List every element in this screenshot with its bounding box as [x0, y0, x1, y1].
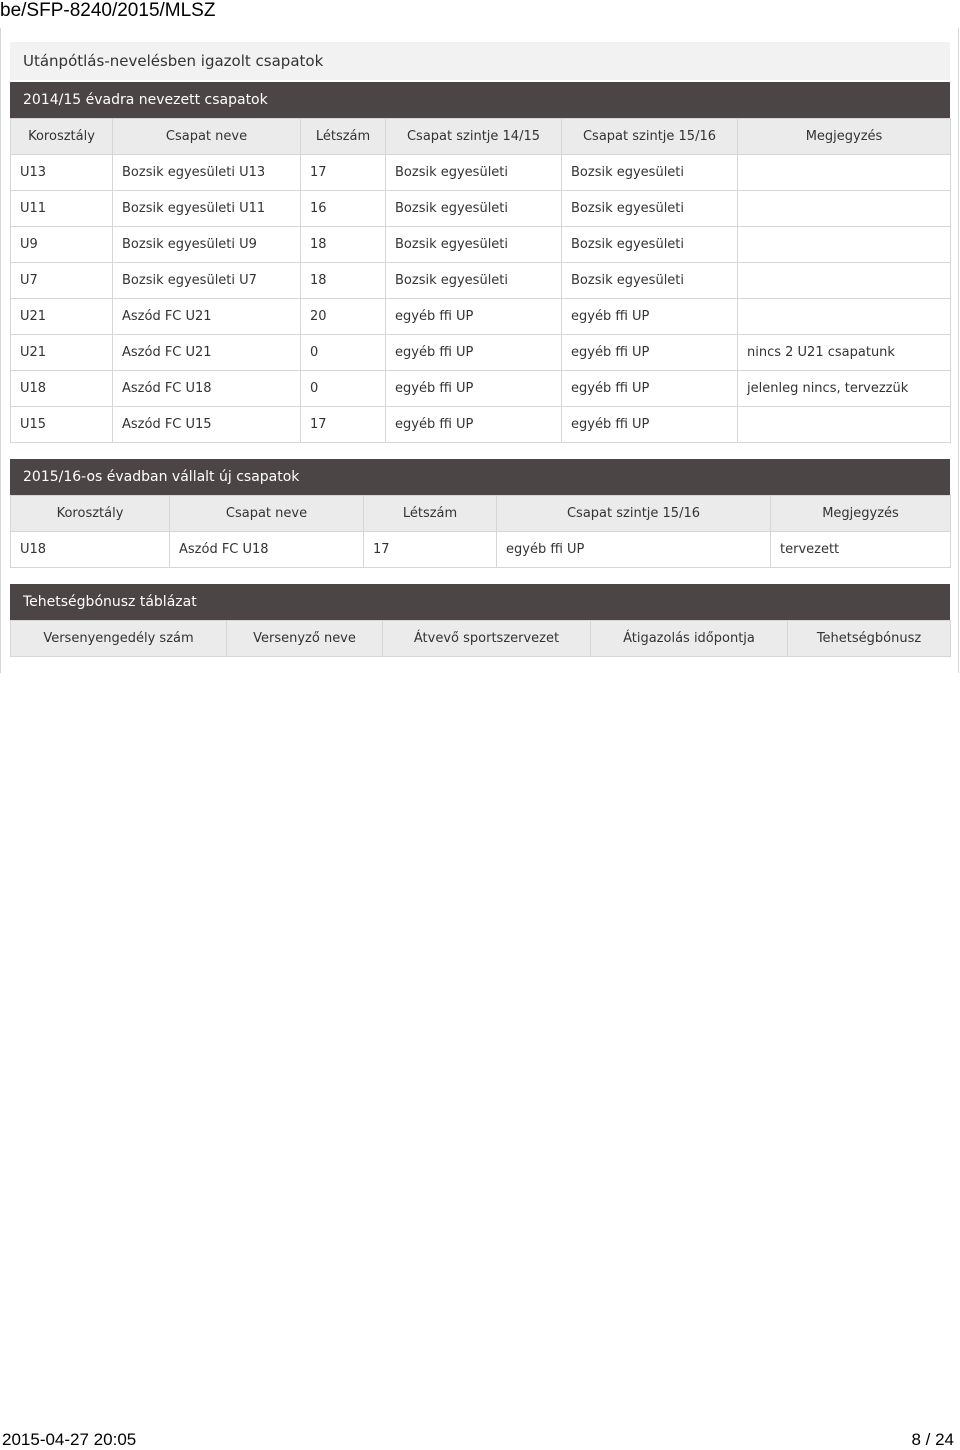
- table-row: [11, 299, 951, 335]
- table-cell: U18: [11, 532, 170, 568]
- table-row: [11, 371, 951, 407]
- footer-page-number: 8 / 24: [911, 1430, 954, 1449]
- table-cell: 0: [301, 335, 386, 371]
- table-cell: egyéb ffi UP: [386, 299, 562, 335]
- column-header: Korosztály: [11, 119, 113, 155]
- table-header-row: [11, 119, 951, 155]
- table-cell: U11: [11, 191, 113, 227]
- table-cell: [738, 263, 951, 299]
- table-cell: nincs 2 U21 csapatunk: [738, 335, 951, 371]
- table-row: [11, 263, 951, 299]
- table-cell: 0: [301, 371, 386, 407]
- table-cell: egyéb ffi UP: [562, 371, 738, 407]
- column-header: Versenyengedély szám: [11, 621, 227, 657]
- column-header: Versenyző neve: [227, 621, 383, 657]
- table-row: [11, 407, 951, 443]
- table-cell: Bozsik egyesületi: [562, 155, 738, 191]
- document-id: be/SFP-8240/2015/MLSZ: [0, 0, 216, 21]
- table-row: [11, 227, 951, 263]
- table-cell: Bozsik egyesületi: [386, 263, 562, 299]
- table-cell: Bozsik egyesületi: [562, 227, 738, 263]
- table-cell: egyéb ffi UP: [562, 335, 738, 371]
- table-cell: egyéb ffi UP: [386, 407, 562, 443]
- table-cell: U21: [11, 299, 113, 335]
- column-header: Megjegyzés: [771, 496, 951, 532]
- table-cell: 17: [364, 532, 497, 568]
- table-cell: [738, 227, 951, 263]
- table-cell: Bozsik egyesületi U13: [113, 155, 301, 191]
- table-row: [11, 335, 951, 371]
- table-2015-16-new-teams: [10, 495, 951, 568]
- table-cell: U18: [11, 371, 113, 407]
- column-header: Csapat szintje 15/16: [497, 496, 771, 532]
- table-cell: 17: [301, 407, 386, 443]
- table-cell: Aszód FC U21: [113, 299, 301, 335]
- table-cell: Aszód FC U15: [113, 407, 301, 443]
- column-header: Létszám: [301, 119, 386, 155]
- table-cell: 20: [301, 299, 386, 335]
- table-cell: egyéb ffi UP: [497, 532, 771, 568]
- table-cell: egyéb ffi UP: [386, 371, 562, 407]
- table-cell: tervezett: [771, 532, 951, 568]
- column-header: Csapat neve: [170, 496, 364, 532]
- table-talent-bonus: [10, 620, 951, 657]
- table-cell: Aszód FC U18: [170, 532, 364, 568]
- table-cell: Bozsik egyesületi U11: [113, 191, 301, 227]
- table-cell: Bozsik egyesületi: [562, 263, 738, 299]
- footer-timestamp: 2015-04-27 20:05: [2, 1430, 137, 1449]
- content-area: [10, 42, 950, 657]
- table-cell: Bozsik egyesületi U9: [113, 227, 301, 263]
- column-header: Csapat szintje 15/16: [562, 119, 738, 155]
- table-row: [11, 532, 951, 568]
- table-cell: U13: [11, 155, 113, 191]
- column-header: Csapat szintje 14/15: [386, 119, 562, 155]
- page-title: Utánpótlás-nevelésben igazolt csapatok: [10, 42, 950, 80]
- table-cell: [738, 191, 951, 227]
- column-header: Létszám: [364, 496, 497, 532]
- frame-left-border: [0, 28, 1, 673]
- table-cell: 17: [301, 155, 386, 191]
- section-header-2014-15: 2014/15 évadra nevezett csapatok: [10, 82, 950, 118]
- column-header: Átvevő sportszervezet: [383, 621, 591, 657]
- table-cell: Bozsik egyesületi: [386, 155, 562, 191]
- table-cell: Aszód FC U21: [113, 335, 301, 371]
- table-2014-15-teams: [10, 118, 951, 443]
- table-cell: U9: [11, 227, 113, 263]
- table-cell: 16: [301, 191, 386, 227]
- table-cell: U21: [11, 335, 113, 371]
- table-cell: [738, 155, 951, 191]
- frame-right-border: [958, 28, 959, 673]
- column-header: Tehetségbónusz: [788, 621, 951, 657]
- table-cell: jelenleg nincs, tervezzük: [738, 371, 951, 407]
- table-cell: U7: [11, 263, 113, 299]
- table-cell: [738, 407, 951, 443]
- table-header-row: [11, 621, 951, 657]
- table-cell: Bozsik egyesületi: [386, 191, 562, 227]
- table-cell: Bozsik egyesületi: [562, 191, 738, 227]
- table-row: [11, 155, 951, 191]
- table-cell: egyéb ffi UP: [562, 299, 738, 335]
- table-cell: [738, 299, 951, 335]
- table-cell: Bozsik egyesületi: [386, 227, 562, 263]
- table-header-row: [11, 496, 951, 532]
- section-header-talent-bonus: Tehetségbónusz táblázat: [10, 584, 950, 620]
- table-row: [11, 191, 951, 227]
- table-cell: Bozsik egyesületi U7: [113, 263, 301, 299]
- table-cell: egyéb ffi UP: [562, 407, 738, 443]
- table-cell: egyéb ffi UP: [386, 335, 562, 371]
- column-header: Csapat neve: [113, 119, 301, 155]
- column-header: Korosztály: [11, 496, 170, 532]
- section-header-2015-16: 2015/16-os évadban vállalt új csapatok: [10, 459, 950, 495]
- table-cell: Aszód FC U18: [113, 371, 301, 407]
- column-header: Átigazolás időpontja: [591, 621, 788, 657]
- column-header: Megjegyzés: [738, 119, 951, 155]
- table-cell: 18: [301, 227, 386, 263]
- table-cell: 18: [301, 263, 386, 299]
- table-cell: U15: [11, 407, 113, 443]
